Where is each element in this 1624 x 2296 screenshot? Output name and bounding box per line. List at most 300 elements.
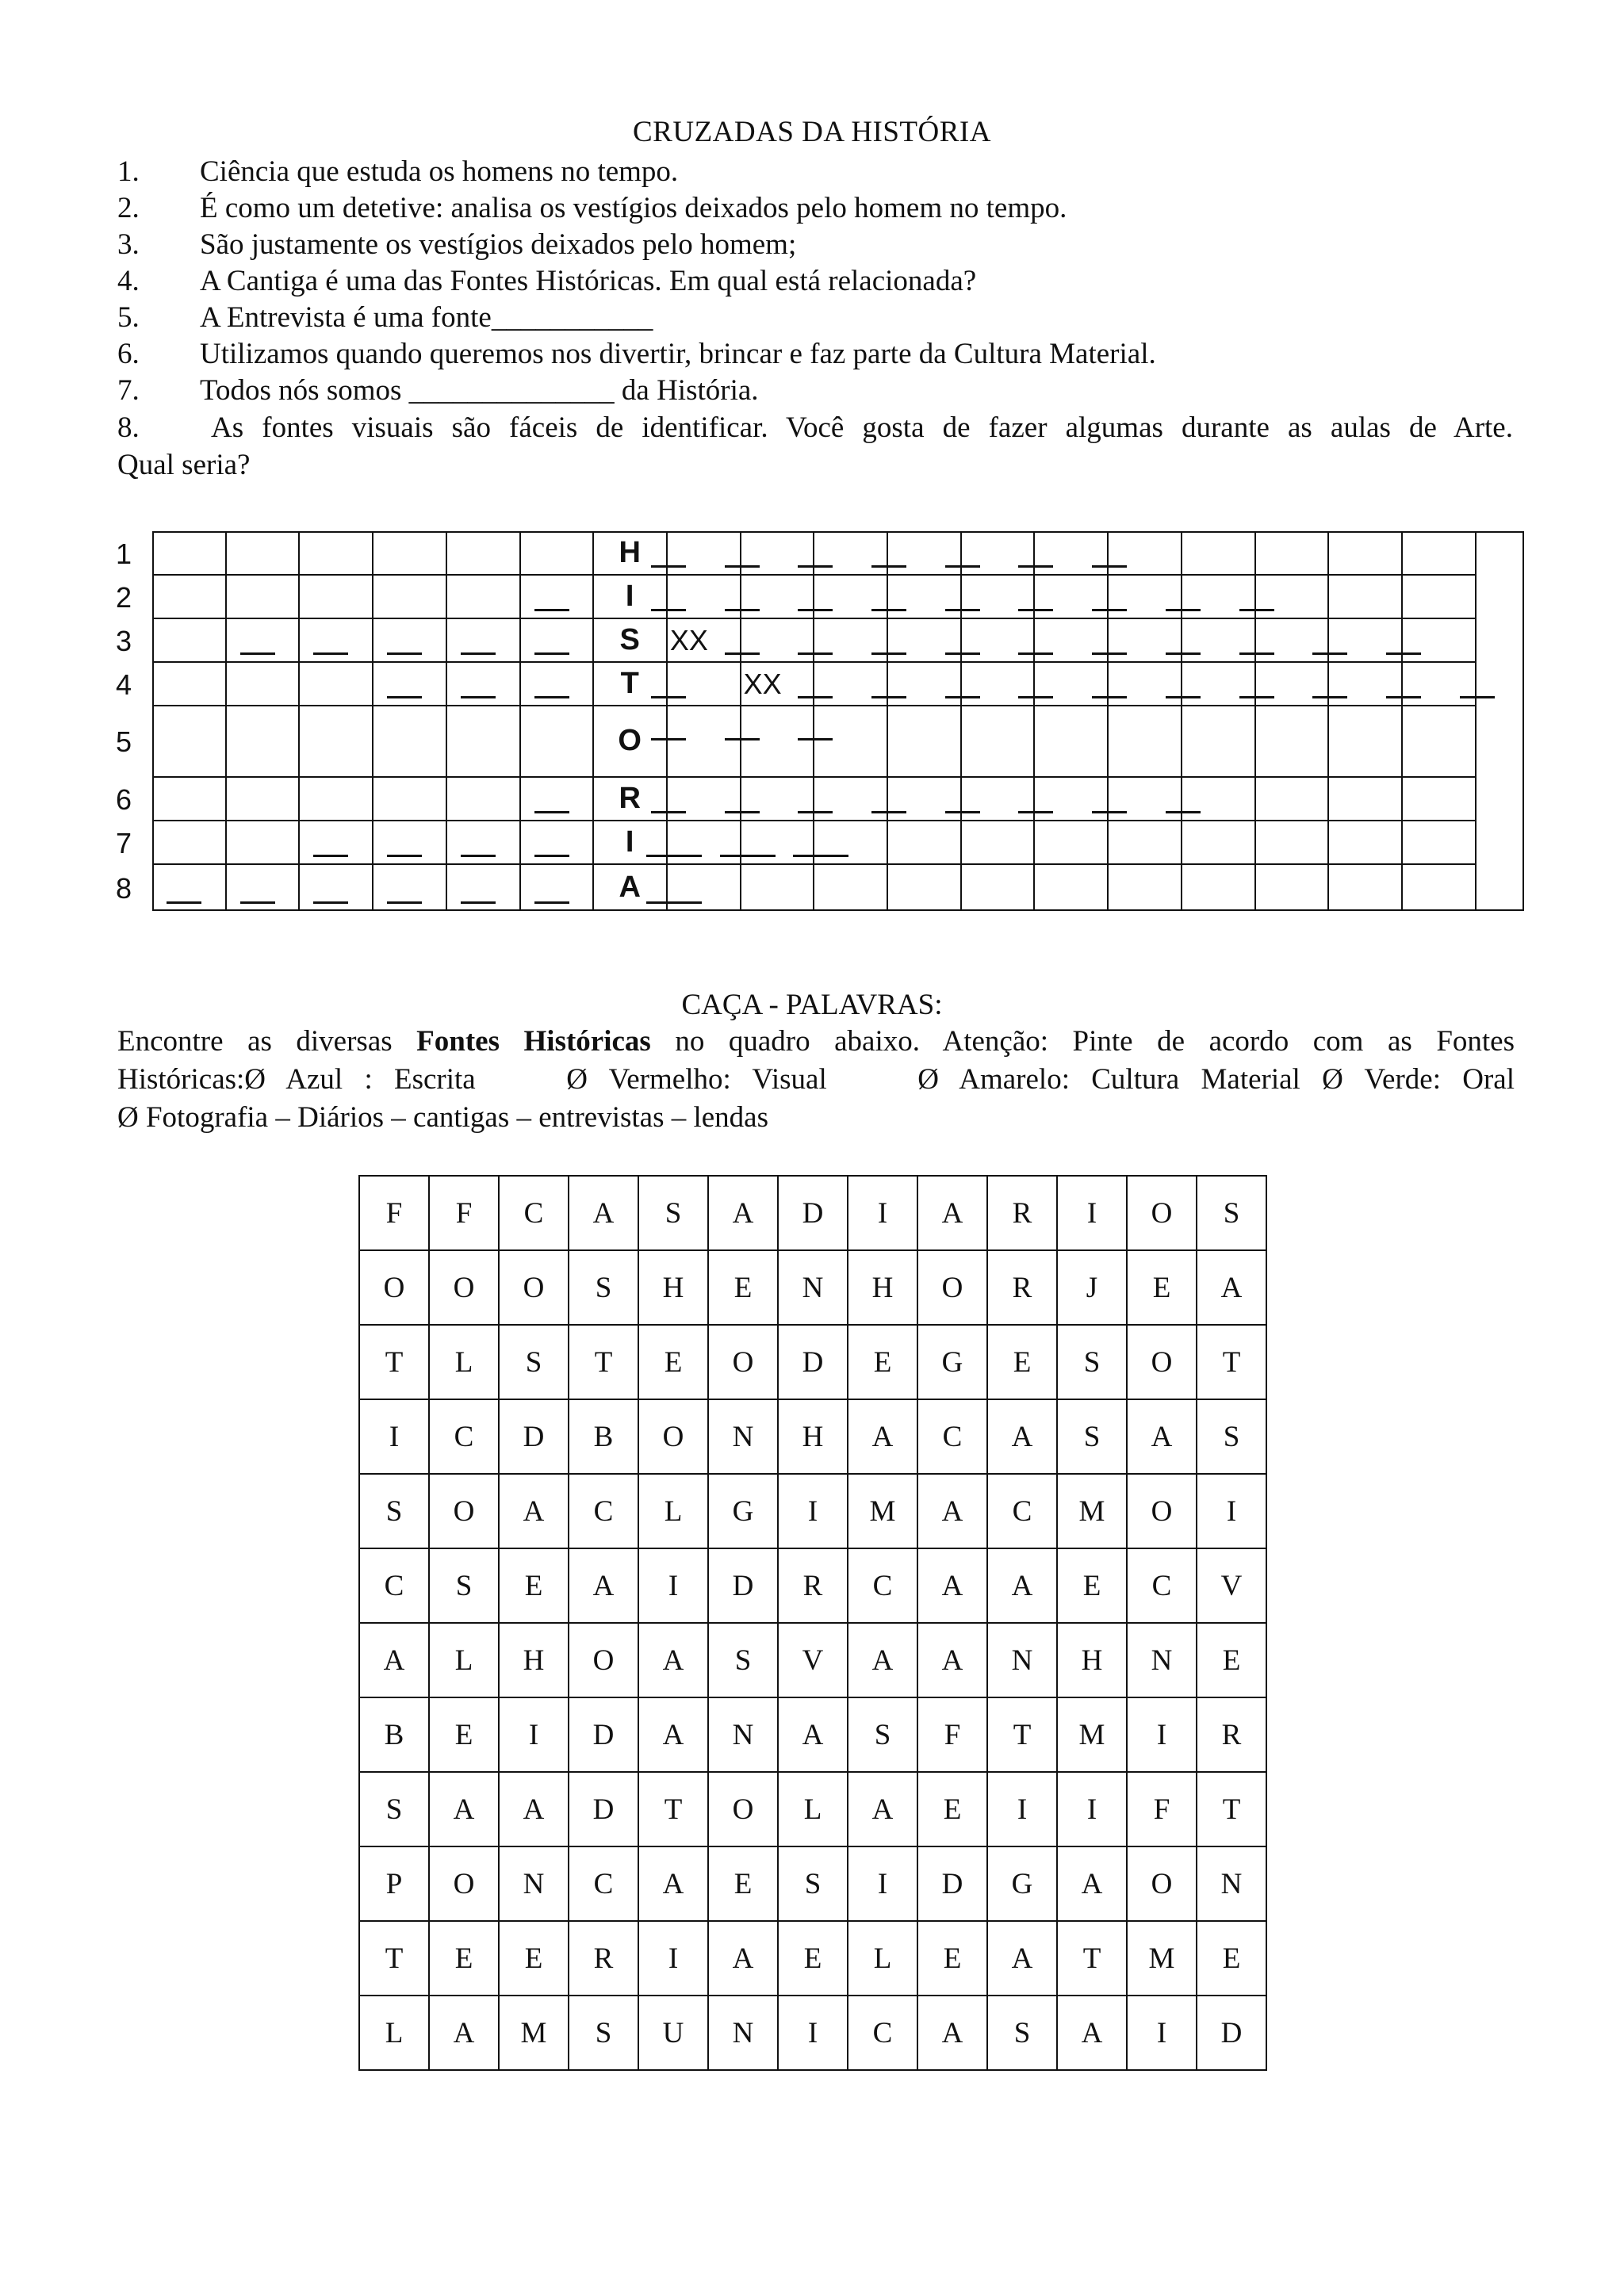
wordsearch-cell[interactable]: D	[569, 1772, 638, 1846]
question-item	[117, 300, 1513, 336]
crossword-answer-blank[interactable]	[1092, 811, 1127, 813]
wordsearch-cell[interactable]: O	[917, 1250, 987, 1325]
wordsearch-row	[359, 1697, 1266, 1772]
wordsearch-cell[interactable]: O	[708, 1772, 778, 1846]
wordsearch-cell[interactable]: A	[708, 1921, 778, 1996]
wordsearch-cell[interactable]: C	[499, 1176, 569, 1250]
crossword-answer-blank[interactable]	[651, 609, 686, 611]
question-number: 6.	[117, 338, 140, 370]
wordsearch-cell[interactable]: O	[569, 1623, 638, 1697]
crossword-answer-blank[interactable]	[725, 565, 760, 568]
wordsearch-cell[interactable]: C	[848, 1548, 917, 1623]
wordsearch-cell[interactable]: A	[917, 1176, 987, 1250]
wordsearch-cell[interactable]: N	[987, 1623, 1057, 1697]
wordsearch-cell[interactable]: T	[987, 1697, 1057, 1772]
crossword-answer-blank[interactable]	[725, 652, 760, 655]
wordsearch-row	[359, 1846, 1266, 1921]
wordsearch-cell[interactable]: O	[499, 1250, 569, 1325]
crossword-answer-blank[interactable]	[725, 609, 760, 611]
wordsearch-cell[interactable]: B	[359, 1697, 429, 1772]
wordsearch-cell[interactable]: A	[638, 1623, 708, 1697]
wordsearch-cell[interactable]: M	[1057, 1474, 1127, 1548]
wordsearch-cell[interactable]: D	[499, 1399, 569, 1474]
crossword-key-letter: A	[619, 870, 641, 904]
wordsearch-cell[interactable]: S	[987, 1996, 1057, 2070]
wordsearch-cell[interactable]: H	[848, 1250, 917, 1325]
wordsearch-cell[interactable]: A	[429, 1772, 499, 1846]
crossword-col-line	[225, 531, 227, 911]
wordsearch-cell[interactable]: C	[429, 1399, 499, 1474]
wordsearch-cell[interactable]: I	[1057, 1176, 1127, 1250]
wordsearch-cell[interactable]: V	[1197, 1548, 1266, 1623]
wordsearch-cell[interactable]: C	[917, 1399, 987, 1474]
crossword-answer-blank[interactable]	[793, 855, 848, 857]
wordsearch-cell[interactable]: F	[917, 1697, 987, 1772]
crossword-answer-blank[interactable]	[651, 738, 686, 740]
wordsearch-cell[interactable]: T	[638, 1772, 708, 1846]
crossword-answer-blank[interactable]	[798, 738, 833, 740]
instruction-text: no quadro abaixo. Atenção: Pinte de acordo com as Fontes	[650, 1025, 1515, 1058]
wordsearch-cell[interactable]: N	[499, 1846, 569, 1921]
wordsearch-cell[interactable]: L	[359, 1996, 429, 2070]
crossword-answer-blank[interactable]	[387, 652, 422, 655]
crossword-answer-blank[interactable]	[1018, 696, 1053, 698]
wordsearch-cell[interactable]: R	[987, 1250, 1057, 1325]
wordsearch-cell[interactable]: N	[1197, 1846, 1266, 1921]
crossword-answer-blank[interactable]	[240, 901, 275, 904]
wordsearch-cell[interactable]: E	[1127, 1250, 1197, 1325]
wordsearch-cell[interactable]: S	[1057, 1399, 1127, 1474]
wordsearch-cell[interactable]: T	[1057, 1921, 1127, 1996]
wordsearch-cell[interactable]: S	[1197, 1399, 1266, 1474]
wordsearch-cell[interactable]: A	[499, 1772, 569, 1846]
wordsearch-grid	[358, 1175, 1267, 2071]
crossword-answer-blank[interactable]	[798, 565, 833, 568]
question-text: Utilizamos quando queremos nos divertir, brincar e faz parte da Cultura Material.	[200, 338, 1156, 370]
wordsearch-cell[interactable]: O	[1127, 1176, 1197, 1250]
crossword-answer-blank[interactable]	[945, 696, 980, 698]
wordsearch-cell[interactable]: N	[778, 1250, 848, 1325]
question-list	[117, 154, 1513, 484]
crossword-answer-blank[interactable]	[945, 565, 980, 568]
wordsearch-cell[interactable]: A	[708, 1176, 778, 1250]
wordsearch-cell[interactable]: E	[429, 1697, 499, 1772]
crossword-answer-blank[interactable]	[1166, 652, 1201, 655]
wordsearch-row	[359, 1399, 1266, 1474]
wordsearch-cell[interactable]: A	[638, 1846, 708, 1921]
wordsearch-cell[interactable]: I	[848, 1846, 917, 1921]
crossword-col-line	[372, 531, 373, 911]
question-number: 7.	[117, 374, 140, 407]
wordsearch-cell[interactable]: E	[1057, 1548, 1127, 1623]
wordsearch-cell[interactable]: I	[1127, 1697, 1197, 1772]
crossword-key-letter: S	[619, 622, 640, 656]
color-key-red: Ø Vermelho: Visual	[566, 1063, 827, 1096]
wordsearch-cell[interactable]: G	[987, 1846, 1057, 1921]
wordsearch-cell[interactable]: A	[1127, 1399, 1197, 1474]
wordsearch-cell[interactable]: S	[499, 1325, 569, 1399]
question-item	[117, 263, 1513, 300]
wordsearch-cell[interactable]: G	[917, 1325, 987, 1399]
crossword-answer-blank[interactable]	[1018, 565, 1053, 568]
crossword-row-number: 7	[116, 826, 132, 859]
wordsearch-cell[interactable]: C	[569, 1474, 638, 1548]
wordsearch-cell[interactable]: E	[1197, 1623, 1266, 1697]
crossword-answer-blank[interactable]	[646, 855, 702, 857]
crossword-row-number: 8	[116, 871, 132, 905]
wordsearch-cell[interactable]: D	[778, 1325, 848, 1399]
crossword-answer-blank[interactable]	[1312, 696, 1347, 698]
wordsearch-cell[interactable]: F	[1127, 1772, 1197, 1846]
wordsearch-cell[interactable]: H	[778, 1399, 848, 1474]
crossword-answer-blank[interactable]	[945, 609, 980, 611]
wordsearch-cell[interactable]: A	[1057, 1846, 1127, 1921]
wordsearch-cell[interactable]: N	[708, 1996, 778, 2070]
wordsearch-cell[interactable]: O	[429, 1846, 499, 1921]
wordsearch-row	[359, 1623, 1266, 1697]
wordsearch-cell[interactable]: I	[778, 1474, 848, 1548]
question-text: É como um detetive: analisa os vestígios deixados pelo homem no tempo.	[200, 192, 1067, 224]
wordsearch-cell[interactable]: A	[987, 1921, 1057, 1996]
crossword-answer-blank[interactable]	[871, 652, 906, 655]
wordsearch-cell[interactable]: I	[499, 1697, 569, 1772]
wordsearch-cell[interactable]: O	[359, 1250, 429, 1325]
wordsearch-cell[interactable]: A	[917, 1548, 987, 1623]
wordsearch-cell[interactable]: I	[987, 1772, 1057, 1846]
wordsearch-cell[interactable]: I	[359, 1399, 429, 1474]
wordsearch-cell[interactable]: A	[359, 1623, 429, 1697]
question-text: As fontes visuais são fáceis de identificar. Você gosta de fazer algumas durante as aulas de Arte.	[211, 411, 1513, 444]
wordsearch-cell[interactable]: N	[708, 1697, 778, 1772]
wordsearch-cell[interactable]: E	[1197, 1921, 1266, 1996]
crossword-col-line	[1181, 531, 1182, 911]
question-number: 3.	[117, 228, 140, 261]
crossword-answer-blank[interactable]	[240, 652, 275, 655]
crossword-answer-blank[interactable]	[646, 901, 702, 904]
wordsearch-cell[interactable]: N	[708, 1399, 778, 1474]
crossword-answer-blank[interactable]	[167, 901, 201, 904]
wordsearch-cell[interactable]: C	[1127, 1548, 1197, 1623]
wordsearch-cell[interactable]: A	[917, 1996, 987, 2070]
instruction-text: Encontre as diversas	[117, 1025, 417, 1058]
crossword-answer-blank[interactable]	[461, 696, 496, 698]
wordsearch-cell[interactable]: B	[569, 1399, 638, 1474]
wordsearch-cell[interactable]: T	[359, 1921, 429, 1996]
wordsearch-cell[interactable]: N	[1127, 1623, 1197, 1697]
crossword-answer-blank[interactable]	[1386, 652, 1421, 655]
crossword-answer-blank[interactable]	[1166, 696, 1201, 698]
crossword-col-line	[1033, 531, 1035, 911]
question-text-line	[117, 409, 1513, 447]
crossword-row-number: 6	[116, 783, 132, 816]
crossword-answer-blank[interactable]	[871, 811, 906, 813]
crossword-answer-blank[interactable]	[1018, 652, 1053, 655]
wordsearch-cell[interactable]: R	[1197, 1697, 1266, 1772]
question-number: 8.	[117, 411, 140, 444]
wordsearch-cell[interactable]: V	[778, 1623, 848, 1697]
wordsearch-cell[interactable]: H	[1057, 1623, 1127, 1697]
crossword-answer-blank[interactable]	[1092, 652, 1127, 655]
crossword-answer-blank[interactable]	[461, 901, 496, 904]
crossword-answer-blank[interactable]	[313, 652, 348, 655]
crossword-row-number: 2	[116, 580, 132, 614]
wordsearch-cell[interactable]: O	[429, 1474, 499, 1548]
crossword-answer-blank[interactable]	[534, 609, 569, 611]
wordsearch-cell[interactable]: L	[778, 1772, 848, 1846]
crossword-answer-blank[interactable]	[725, 738, 760, 740]
question-number: 2.	[117, 192, 140, 224]
crossword-answer-blank[interactable]	[651, 811, 686, 813]
wordsearch-cell[interactable]: F	[429, 1176, 499, 1250]
wordsearch-cell[interactable]: O	[638, 1399, 708, 1474]
crossword-answer-blank[interactable]	[534, 652, 569, 655]
question-number: 4.	[117, 265, 140, 297]
crossword-answer-blank[interactable]	[945, 811, 980, 813]
wordsearch-cell[interactable]: D	[708, 1548, 778, 1623]
crossword-answer-blank[interactable]	[1239, 609, 1274, 611]
crossword-answer-blank[interactable]	[725, 811, 760, 813]
wordsearch-row	[359, 1996, 1266, 2070]
wordsearch-cell[interactable]: F	[359, 1176, 429, 1250]
crossword-answer-blank[interactable]	[1239, 696, 1274, 698]
crossword-answer-blank[interactable]	[1092, 696, 1127, 698]
wordsearch-cell[interactable]: L	[848, 1921, 917, 1996]
crossword-answer-blank[interactable]	[1166, 811, 1201, 813]
crossword-key-letter: O	[618, 724, 642, 757]
wordsearch-cell[interactable]: M	[499, 1996, 569, 2070]
wordsearch-cell[interactable]: E	[848, 1325, 917, 1399]
wordsearch-cell[interactable]: L	[429, 1623, 499, 1697]
crossword-answer-blank[interactable]	[387, 696, 422, 698]
wordsearch-cell[interactable]: E	[917, 1921, 987, 1996]
crossword-key-letter: T	[620, 666, 639, 700]
crossword-blocked-cell: XX	[743, 667, 782, 700]
wordsearch-row	[359, 1921, 1266, 1996]
crossword-answer-blank[interactable]	[871, 609, 906, 611]
wordsearch-cell[interactable]: C	[987, 1474, 1057, 1548]
wordsearch-cell[interactable]: S	[359, 1474, 429, 1548]
crossword-answer-blank[interactable]	[1092, 609, 1127, 611]
wordsearch-cell[interactable]: L	[429, 1325, 499, 1399]
instruction-line	[117, 1023, 1515, 1061]
instruction-line	[117, 1061, 1515, 1099]
wordsearch-title: CAÇA - PALAVRAS:	[681, 989, 943, 1021]
wordsearch-cell[interactable]: O	[1127, 1474, 1197, 1548]
crossword-col-line	[298, 531, 300, 911]
wordsearch-cell[interactable]: E	[499, 1921, 569, 1996]
crossword-answer-blank[interactable]	[313, 901, 348, 904]
crossword-answer-blank[interactable]	[534, 811, 569, 813]
crossword-col-line	[1401, 531, 1403, 911]
wordsearch-cell[interactable]: I	[638, 1548, 708, 1623]
wordsearch-cell[interactable]: E	[778, 1921, 848, 1996]
crossword-answer-blank[interactable]	[1460, 696, 1495, 698]
wordsearch-cell[interactable]: A	[987, 1548, 1057, 1623]
wordsearch-cell[interactable]: E	[429, 1921, 499, 1996]
crossword-key-letter: I	[625, 825, 634, 859]
crossword-answer-blank[interactable]	[945, 652, 980, 655]
wordsearch-row	[359, 1772, 1266, 1846]
crossword-col-line	[1254, 531, 1256, 911]
wordsearch-cell[interactable]: H	[499, 1623, 569, 1697]
wordsearch-cell[interactable]: A	[499, 1474, 569, 1548]
wordsearch-cell[interactable]: D	[1197, 1996, 1266, 2070]
crossword-answer-blank[interactable]	[651, 565, 686, 568]
wordsearch-cell[interactable]: J	[1057, 1250, 1127, 1325]
wordsearch-cell[interactable]: I	[1127, 1996, 1197, 2070]
crossword-answer-blank[interactable]	[1386, 696, 1421, 698]
wordsearch-cell[interactable]: O	[1127, 1846, 1197, 1921]
wordsearch-cell[interactable]: C	[569, 1846, 638, 1921]
wordsearch-cell[interactable]: T	[1197, 1325, 1266, 1399]
crossword-answer-blank[interactable]	[798, 652, 833, 655]
wordsearch-cell[interactable]: A	[569, 1176, 638, 1250]
wordsearch-row	[359, 1474, 1266, 1548]
crossword-answer-blank[interactable]	[720, 855, 776, 857]
wordsearch-cell[interactable]: T	[359, 1325, 429, 1399]
wordsearch-cell[interactable]: P	[359, 1846, 429, 1921]
crossword-col-line	[960, 531, 962, 911]
wordsearch-cell[interactable]: A	[1197, 1250, 1266, 1325]
crossword-answer-blank[interactable]	[534, 855, 569, 857]
wordsearch-cell[interactable]: A	[1057, 1996, 1127, 2070]
crossword-answer-blank[interactable]	[461, 652, 496, 655]
crossword-answer-blank[interactable]	[651, 696, 686, 698]
crossword-answer-blank[interactable]	[1018, 609, 1053, 611]
wordsearch-cell[interactable]: O	[429, 1250, 499, 1325]
question-item	[117, 154, 1513, 190]
wordsearch-cell[interactable]: S	[429, 1548, 499, 1623]
crossword-answer-blank[interactable]	[1312, 652, 1347, 655]
question-item	[117, 409, 1513, 484]
question-text: A Cantiga é uma das Fontes Históricas. Em qual está relacionada?	[200, 265, 977, 297]
crossword-key-letter: I	[625, 579, 634, 613]
wordsearch-cell[interactable]: D	[778, 1176, 848, 1250]
crossword-col-line	[1475, 531, 1477, 911]
wordsearch-cell[interactable]: T	[569, 1325, 638, 1399]
wordsearch-cell[interactable]: M	[1127, 1921, 1197, 1996]
wordsearch-cell[interactable]: A	[638, 1697, 708, 1772]
wordsearch-cell[interactable]: S	[848, 1697, 917, 1772]
wordsearch-cell[interactable]: A	[848, 1623, 917, 1697]
question-text: São justamente os vestígios deixados pelo homem;	[200, 228, 797, 261]
wordsearch-cell[interactable]: H	[638, 1250, 708, 1325]
crossword-answer-blank[interactable]	[313, 855, 348, 857]
crossword-answer-blank[interactable]	[1166, 609, 1201, 611]
wordsearch-cell[interactable]: U	[638, 1996, 708, 2070]
wordsearch-row	[359, 1325, 1266, 1399]
question-item	[117, 190, 1513, 227]
wordsearch-cell[interactable]: S	[1057, 1325, 1127, 1399]
crossword-answer-blank[interactable]	[798, 811, 833, 813]
question-item	[117, 227, 1513, 263]
color-key-blue: Históricas:Ø Azul : Escrita	[117, 1063, 476, 1096]
wordsearch-cell[interactable]: T	[1197, 1772, 1266, 1846]
wordsearch-cell[interactable]: L	[638, 1474, 708, 1548]
wordsearch-cell[interactable]: O	[1127, 1325, 1197, 1399]
wordsearch-cell[interactable]: I	[1057, 1772, 1127, 1846]
wordsearch-row	[359, 1548, 1266, 1623]
wordsearch-cell[interactable]: E	[638, 1325, 708, 1399]
crossword-answer-blank[interactable]	[387, 901, 422, 904]
wordsearch-cell[interactable]: E	[917, 1772, 987, 1846]
wordsearch-cell[interactable]: D	[569, 1697, 638, 1772]
wordsearch-cell[interactable]: S	[359, 1772, 429, 1846]
wordsearch-cell[interactable]: E	[708, 1846, 778, 1921]
wordsearch-cell[interactable]: R	[987, 1176, 1057, 1250]
crossword-grid	[116, 531, 1526, 912]
crossword-answer-blank[interactable]	[534, 696, 569, 698]
wordsearch-row	[359, 1176, 1266, 1250]
wordsearch-cell[interactable]: E	[708, 1250, 778, 1325]
wordsearch-cell[interactable]: A	[917, 1474, 987, 1548]
wordsearch-cell[interactable]: M	[1057, 1697, 1127, 1772]
wordsearch-cell[interactable]: S	[778, 1846, 848, 1921]
question-text: Todos nós somos ______________ da História.	[200, 374, 759, 407]
crossword-answer-blank[interactable]	[534, 901, 569, 904]
crossword-col-line	[887, 531, 888, 911]
wordsearch-cell[interactable]: E	[499, 1548, 569, 1623]
question-text: A Entrevista é uma fonte___________	[200, 301, 653, 334]
wordsearch-cell[interactable]: S	[569, 1250, 638, 1325]
wordsearch-cell[interactable]: S	[708, 1623, 778, 1697]
question-text: Ciência que estuda os homens no tempo.	[200, 155, 679, 188]
wordsearch-cell[interactable]: O	[708, 1325, 778, 1399]
wordsearch-cell[interactable]: A	[569, 1548, 638, 1623]
wordsearch-cell[interactable]: A	[429, 1996, 499, 2070]
crossword-answer-blank[interactable]	[461, 855, 496, 857]
crossword-answer-blank[interactable]	[871, 565, 906, 568]
question-number: 5.	[117, 301, 140, 334]
crossword-answer-blank[interactable]	[798, 609, 833, 611]
wordsearch-cell[interactable]: I	[778, 1996, 848, 2070]
wordsearch-cell[interactable]: D	[917, 1846, 987, 1921]
instruction-line: Ø Fotografia – Diários – cantigas – entrevistas – lendas	[117, 1101, 768, 1134]
wordsearch-cell[interactable]: A	[848, 1772, 917, 1846]
wordsearch-cell[interactable]: A	[848, 1399, 917, 1474]
crossword-answer-blank[interactable]	[798, 696, 833, 698]
wordsearch-cell[interactable]: M	[848, 1474, 917, 1548]
wordsearch-cell[interactable]: C	[848, 1996, 917, 2070]
crossword-answer-blank[interactable]	[1092, 565, 1127, 568]
wordsearch-cell[interactable]: I	[848, 1176, 917, 1250]
wordsearch-cell[interactable]: G	[708, 1474, 778, 1548]
crossword-blocked-cell: XX	[669, 623, 708, 656]
wordsearch-cell[interactable]: S	[638, 1176, 708, 1250]
crossword-answer-blank[interactable]	[1239, 652, 1274, 655]
crossword-col-line	[1327, 531, 1329, 911]
wordsearch-cell[interactable]: C	[359, 1548, 429, 1623]
wordsearch-cell[interactable]: A	[917, 1623, 987, 1697]
wordsearch-cell[interactable]: I	[638, 1921, 708, 1996]
crossword-answer-blank[interactable]	[387, 855, 422, 857]
crossword-answer-blank[interactable]	[1018, 811, 1053, 813]
wordsearch-cell[interactable]: S	[569, 1996, 638, 2070]
crossword-row-number: 4	[116, 668, 132, 701]
wordsearch-cell[interactable]: I	[1197, 1474, 1266, 1548]
wordsearch-cell[interactable]: S	[1197, 1176, 1266, 1250]
wordsearch-cell[interactable]: A	[987, 1399, 1057, 1474]
question-item	[117, 373, 1513, 409]
crossword-title: CRUZADAS DA HISTÓRIA	[633, 116, 991, 148]
wordsearch-cell[interactable]: R	[569, 1921, 638, 1996]
wordsearch-cell[interactable]: A	[778, 1697, 848, 1772]
wordsearch-cell[interactable]: R	[778, 1548, 848, 1623]
crossword-col-line	[519, 531, 521, 911]
wordsearch-cell[interactable]: E	[987, 1325, 1057, 1399]
crossword-answer-blank[interactable]	[871, 696, 906, 698]
color-key-yellow-green: Ø Amarelo: Cultura Material Ø Verde: Oral	[917, 1063, 1515, 1096]
